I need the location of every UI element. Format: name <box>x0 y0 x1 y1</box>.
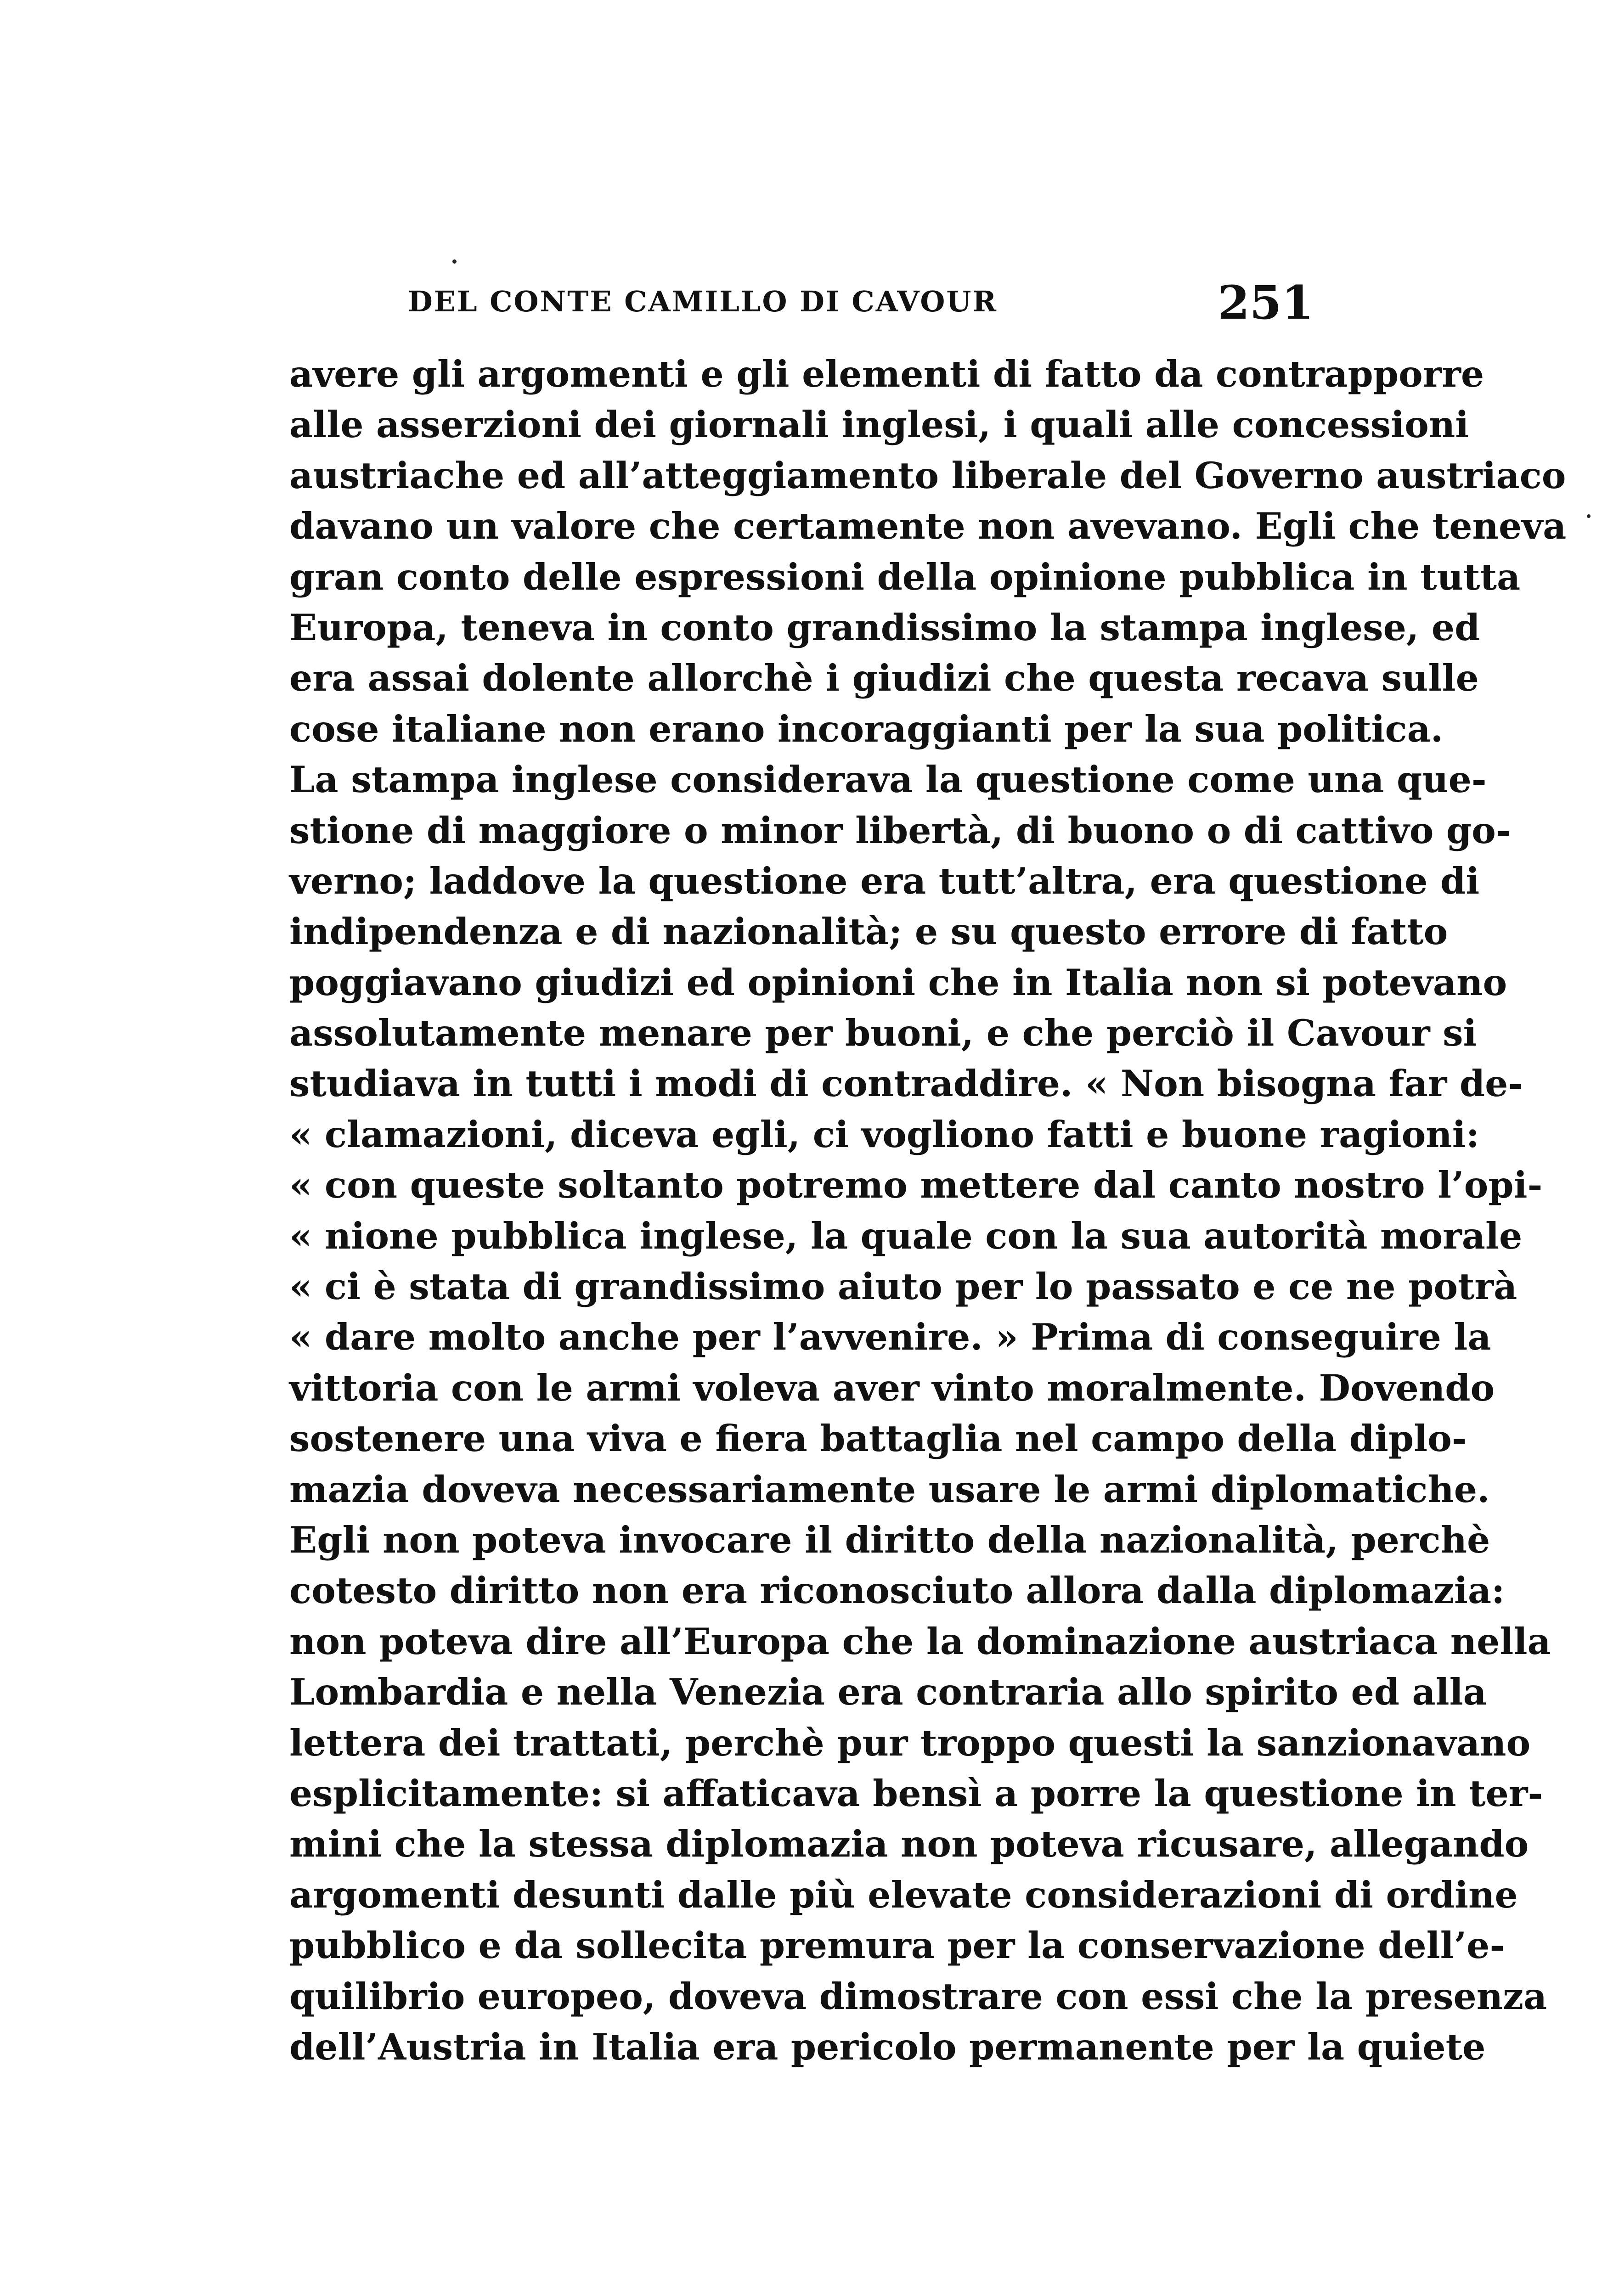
text-line: cose italiane non erano incoraggianti per la sua politica. <box>289 707 1444 750</box>
running-head <box>289 276 1314 331</box>
text-line: alle asserzioni dei giornali inglesi, i quali alle concessioni <box>289 403 1469 446</box>
scan-speck <box>452 259 457 264</box>
text-line: La stampa inglese considerava la questione come una que- <box>289 758 1487 801</box>
text-line: Europa, teneva in conto grandissimo la stampa inglese, ed <box>289 606 1480 649</box>
text-line: mazia doveva necessariamente usare le armi diplomatiche. <box>289 1468 1490 1511</box>
text-line: « ci è stata di grandissimo aiuto per lo passato e ce ne potrà <box>289 1265 1517 1308</box>
text-line: gran conto delle espressioni della opinione pubblica in tutta <box>289 555 1521 598</box>
text-line: pubblico e da sollecita premura per la conservazione dell’e- <box>289 1924 1505 1967</box>
text-line: « con queste soltanto potremo mettere dal canto nostro l’opi- <box>289 1164 1543 1207</box>
text-line: dell’Austria in Italia era pericolo permanente per la quiete <box>289 2025 1486 2068</box>
text-line: austriache ed all’atteggiamento liberale del Governo austriaco <box>289 454 1566 497</box>
text-line: avere gli argomenti e gli elementi di fatto da contrapporre <box>289 353 1484 395</box>
scan-speck <box>1587 514 1591 518</box>
text-line: « dare molto anche per l’avvenire. » Prima di conseguire la <box>289 1316 1491 1359</box>
text-line: indipendenza e di nazionalità; e su questo errore di fatto <box>289 910 1448 953</box>
text-line: quilibrio europeo, doveva dimostrare con essi che la presenza <box>289 1975 1547 2018</box>
page-number: 251 <box>1218 276 1314 330</box>
text-line: studiava in tutti i modi di contraddire. « Non bisogna far de- <box>289 1062 1523 1105</box>
text-line: esplicitamente: si affaticava bensì a porre la questione in ter- <box>289 1772 1543 1815</box>
text-line: vittoria con le armi voleva aver vinto moralmente. Dovendo <box>289 1366 1495 1409</box>
text-line: non poteva dire all’Europa che la dominazione austriaca nella <box>289 1620 1551 1663</box>
text-line: stione di maggiore o minor libertà, di buono o di cattivo go- <box>289 809 1511 852</box>
text-line: assolutamente menare per buoni, e che perciò il Cavour si <box>289 1012 1477 1055</box>
text-line: « clamazioni, diceva egli, ci vogliono fatti e buone ragioni: <box>289 1113 1479 1156</box>
text-line: Lombardia e nella Venezia era contraria allo spirito ed alla <box>289 1671 1487 1714</box>
running-title: DEL CONTE CAMILLO DI CAVOUR <box>408 285 998 318</box>
text-line: era assai dolente allorchè i giudizi che questa recava sulle <box>289 657 1479 700</box>
text-line: davano un valore che certamente non avevano. Egli che teneva <box>289 505 1567 548</box>
text-line: argomenti desunti dalle più elevate considerazioni di ordine <box>289 1873 1518 1916</box>
text-line: cotesto diritto non era riconosciuto allora dalla diplomazia: <box>289 1569 1505 1612</box>
text-line: poggiavano giudizi ed opinioni che in Italia non si potevano <box>289 961 1507 1004</box>
text-line: sostenere una viva e fiera battaglia nel campo della diplo- <box>289 1417 1467 1460</box>
text-line: mini che la stessa diplomazia non poteva ricusare, allegando <box>289 1823 1529 1866</box>
text-line: Egli non poteva invocare il diritto della nazionalità, perchè <box>289 1518 1490 1561</box>
body-text <box>289 349 1567 2072</box>
text-line: verno; laddove la questione era tutt’altra, era questione di <box>289 859 1480 902</box>
text-line: lettera dei trattati, perchè pur troppo questi la sanzionavano <box>289 1721 1531 1764</box>
text-line: « nione pubblica inglese, la quale con la sua autorità morale <box>289 1214 1523 1257</box>
